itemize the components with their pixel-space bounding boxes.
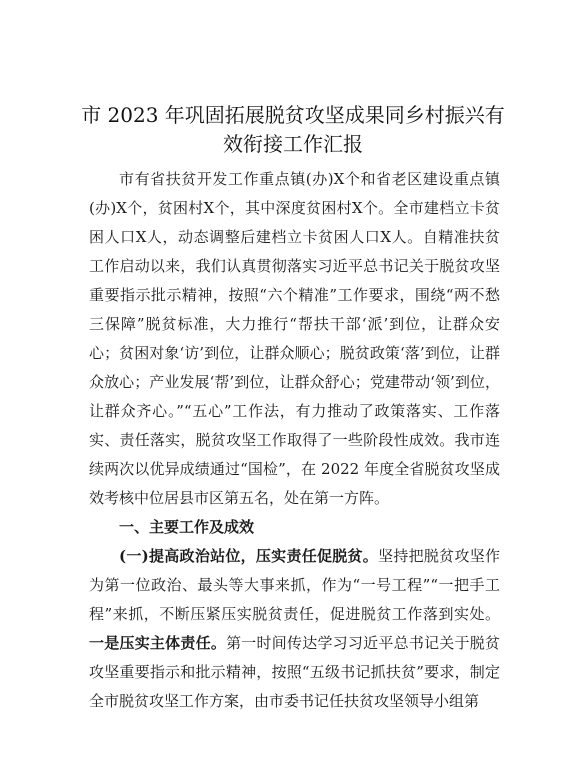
title-line-1: 市 2023 年巩固拓展脱贫攻坚成果同乡村振兴有 <box>81 103 505 127</box>
subsection-paragraph-1 <box>89 542 500 716</box>
document-title <box>60 101 526 159</box>
section-heading-1: 一、主要工作及成效 <box>119 518 255 536</box>
lead-point-1: 一是压实主体责任。 <box>89 634 227 652</box>
document-body <box>89 165 500 716</box>
lead-point-text-1: 第一时间传达学习习近平总书记关于脱贫攻坚重要指示和批示精神，按照“五级书记抓扶贫”要求，制定全市脱贫攻坚工作方案，由市委书记任扶贫攻坚领导小组第 <box>89 634 500 710</box>
subsection-heading-1: (一)提高政治站位，压实责任促脱贫。 <box>119 547 379 565</box>
intro-paragraph: 市有省扶贫开发工作重点镇(办)X个和省老区建设重点镇(办)X个，贫困村X个，其中深度贫困村X个。全市建档立卡贫困人口X人，动态调整后建档立卡贫困人口X人。自精准扶贫工作启动以来，我们认真贯彻落实习近平总书记关于脱贫攻坚重要指示批示精神，按照“六个精准”工作要求，围绕“两不愁三保障”脱贫标准，大力推行“帮扶干部‘派’到位，让群众安心；贫困对象‘访’到位，让群众顺心；脱贫政策‘落’到位，让群众放心；产业发展‘帮’到位，让群众舒心；党建带动‘领’到位，让群众齐心。”“五心”工作法，有力推动了政策落实、工作落实、责任落实，脱贫攻坚工作取得了一些阶段性成效。我市连续两次以优异成绩通过“国检”，在 2022 年度全省脱贫攻坚成效考核中位居县市区第五名，处在第一方阵。 <box>89 170 500 507</box>
title-line-2: 效衔接工作汇报 <box>223 132 363 156</box>
subsection-text-1: 坚持把脱贫攻坚作为第一位政治、最头等大事来抓，作为“一号工程”“一把手工程”来抓，不断压紧压实脱贫责任，促进脱贫工作落到实处。 <box>89 547 500 623</box>
